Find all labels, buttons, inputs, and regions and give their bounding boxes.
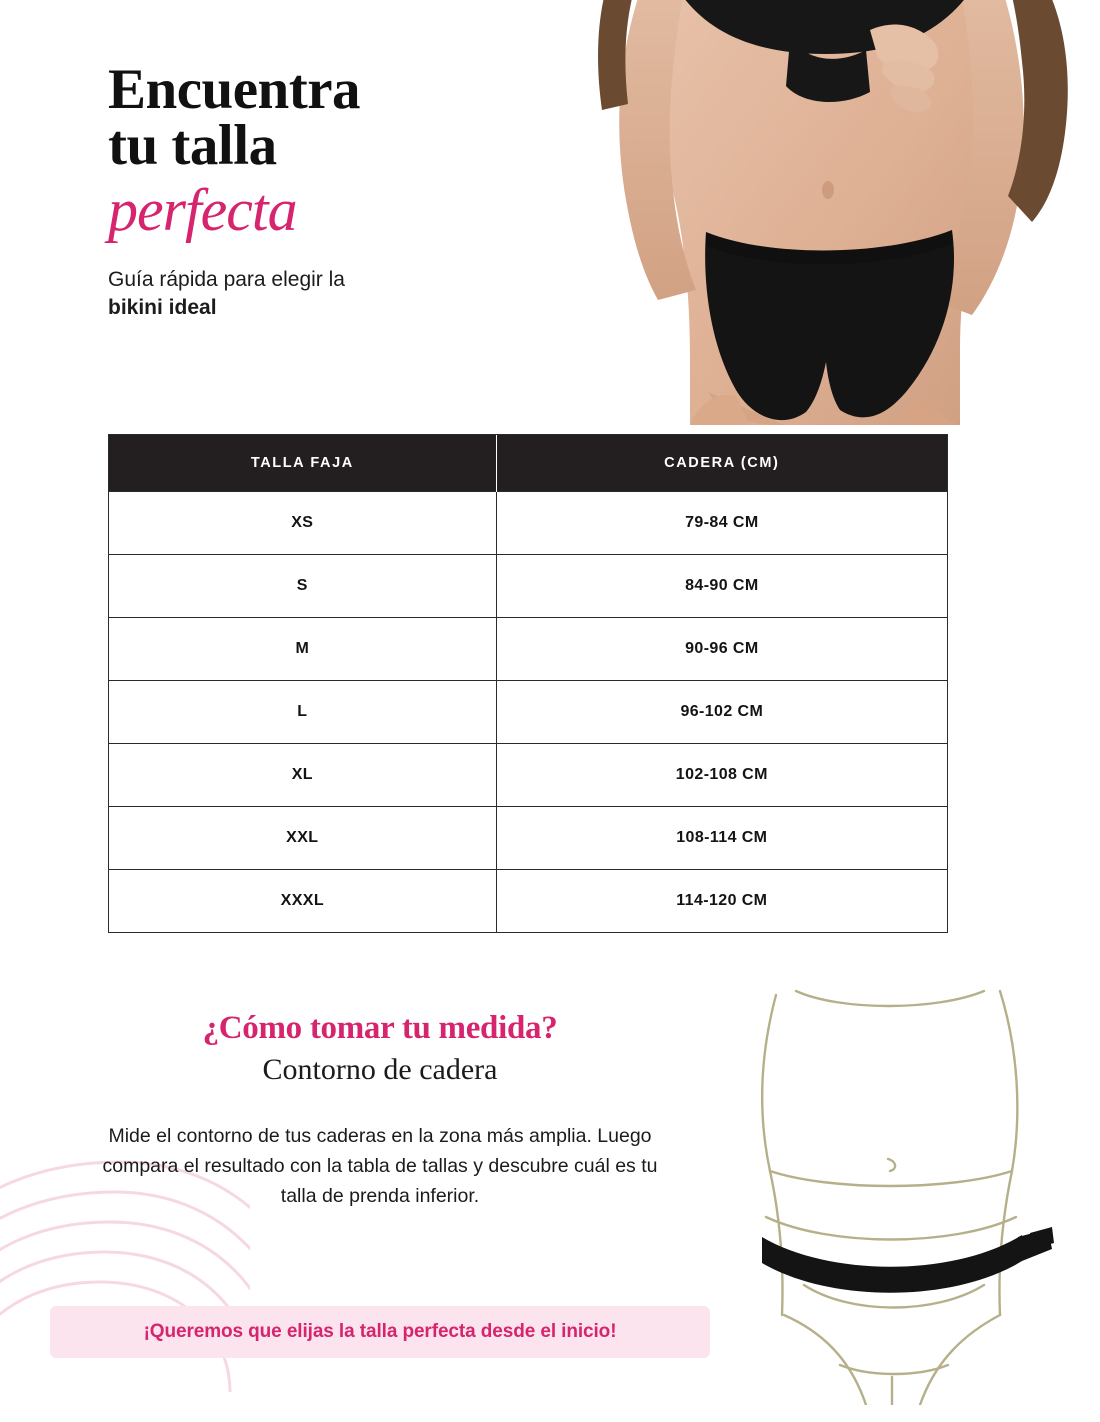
cell-hip: 96-102 CM: [496, 681, 947, 744]
table-row: [109, 744, 947, 807]
cell-size: L: [109, 681, 496, 744]
table-header-talla: TALLA FAJA: [109, 435, 496, 492]
table-row: [109, 492, 947, 555]
cell-hip: 102-108 CM: [496, 744, 947, 807]
cell-size: XXL: [109, 807, 496, 870]
cell-size: XS: [109, 492, 496, 555]
how-to-subtitle: Contorno de cadera: [262, 1053, 498, 1086]
cell-size: S: [109, 555, 496, 618]
hip-measurement-diagram: [700, 985, 1080, 1405]
subtitle-line-1: Guía rápida para elegir la: [108, 268, 345, 292]
promo-banner: [50, 1306, 710, 1358]
headline-line-1: Encuentra: [108, 58, 360, 121]
hero-photo: [540, 0, 1100, 425]
headline-line-2: tu talla: [108, 114, 277, 178]
table-row: [109, 807, 947, 870]
size-table: [108, 434, 948, 933]
how-to-measure-section: [60, 1010, 700, 1212]
headline-script: perfecta: [108, 176, 297, 243]
cell-size: XL: [109, 744, 496, 807]
cell-size: M: [109, 618, 496, 681]
table-row: [109, 681, 947, 744]
table-row: [109, 870, 947, 933]
table-header-cadera: CADERA (CM): [496, 435, 947, 492]
promo-banner-text: ¡Queremos que elijas la talla perfecta desde el inicio!: [143, 1321, 617, 1342]
cell-size: XXXL: [109, 870, 496, 933]
subtitle-line-2: bikini ideal: [108, 296, 217, 320]
cell-hip: 84-90 CM: [496, 555, 947, 618]
cell-hip: 90-96 CM: [496, 618, 947, 681]
headline-block: [108, 58, 578, 323]
headline-subtitle: [108, 266, 578, 323]
how-to-title: ¿Cómo tomar tu medida?: [202, 1010, 558, 1046]
table-row: [109, 618, 947, 681]
table-header-row: [109, 435, 947, 492]
cell-hip: 108-114 CM: [496, 807, 947, 870]
how-to-body: Mide el contorno de tus caderas en la zona más amplia. Luego compara el resultado con la tabla de tallas y descubre cuál es tu talla de prenda inferior.: [102, 1125, 658, 1208]
cell-hip: 114-120 CM: [496, 870, 947, 933]
table-row: [109, 555, 947, 618]
cell-hip: 79-84 CM: [496, 492, 947, 555]
